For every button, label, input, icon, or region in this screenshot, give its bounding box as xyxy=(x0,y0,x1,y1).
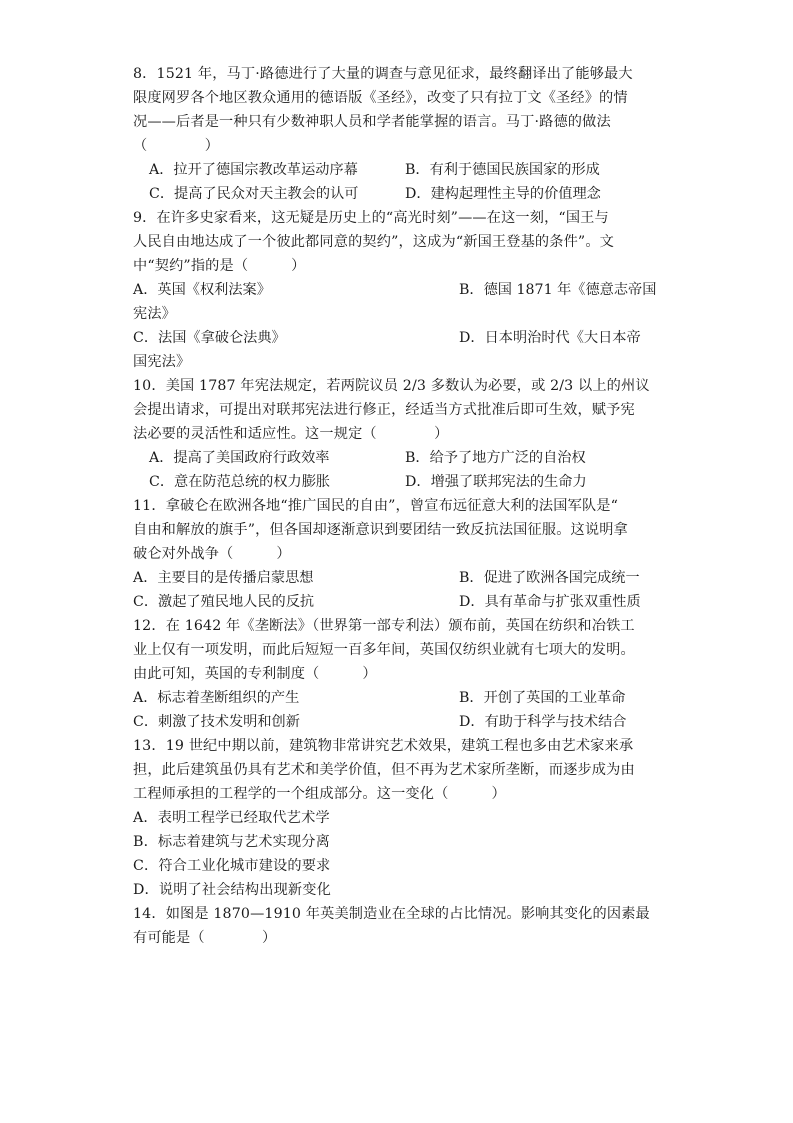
option-d: D．具有革命与扩张双重性质 xyxy=(459,594,641,610)
option-b: B．给予了地方广泛的自治权 xyxy=(405,450,586,466)
option-d: D．有助于科学与技术结合 xyxy=(459,714,627,730)
option-c: C．法国《拿破仑法典》 xyxy=(133,330,286,346)
document-page xyxy=(133,62,673,950)
option-c: C．刺激了技术发明和创新 xyxy=(133,714,300,730)
option-b-continued: 宪法》 xyxy=(133,306,177,322)
option-d: D．说明了社会结构出现新变化 xyxy=(133,882,331,898)
question-text-line: 会提出请求，可提出对联邦宪法进行修正，经适当方式批准后即可生效，赋予宪 xyxy=(133,402,635,418)
question-text-line: 11．拿破仑在欧洲各地“推广国民的自由”，曾宣布远征意大利的法国军队是“ xyxy=(133,498,619,514)
question-text-line: 12．在 1642 年《垄断法》（世界第一部专利法）颁布前，英国在纺织和冶铁工 xyxy=(133,618,635,634)
option-b: B．标志着建筑与艺术实现分离 xyxy=(133,834,330,850)
option-a: A．标志着垄断组织的产生 xyxy=(133,690,300,706)
question-12 xyxy=(133,614,673,734)
question-11 xyxy=(133,494,673,614)
question-text-line: 13．19 世纪中期以前，建筑物非常讲究艺术效果，建筑工程也多由艺术家来承 xyxy=(133,738,634,754)
question-text-line: 由此可知，英国的专利制度（ ） xyxy=(133,666,377,682)
question-text-line: 破仑对外战争（ ） xyxy=(133,546,291,562)
option-b: B．促进了欧洲各国完成统一 xyxy=(459,570,640,586)
question-text-line: 担，此后建筑虽仍具有艺术和美学价值，但不再为艺术家所垄断，而逐步成为由 xyxy=(133,762,635,778)
question-text-line: 10．美国 1787 年宪法规定，若两院议员 2/3 多数认为必要，或 2/3 以上的州议 xyxy=(133,378,650,394)
question-text-line: 人民自由地达成了一个彼此都同意的契约”，这成为“新国王登基的条件”。文 xyxy=(133,234,615,250)
question-text-line: 中“契约”指的是（ ） xyxy=(133,258,306,274)
options-row xyxy=(133,566,673,590)
options-row xyxy=(133,278,673,302)
options-row xyxy=(133,326,673,350)
option-c: C．激起了殖民地人民的反抗 xyxy=(133,594,315,610)
option-a: A．表明工程学已经取代艺术学 xyxy=(133,810,330,826)
option-d: D．日本明治时代《大日本帝 xyxy=(459,330,641,346)
answer-blank: （ ） xyxy=(133,138,220,154)
option-b: B．德国 1871 年《德意志帝国 xyxy=(459,282,657,298)
question-text-line: 况——后者是一种只有少数神职人员和学者能掌握的语言。马丁·路德的做法 xyxy=(133,114,611,130)
question-13 xyxy=(133,734,673,902)
question-text-line: 限度网罗各个地区教众通用的德语版《圣经》，改变了只有拉丁文《圣经》的情 xyxy=(133,90,628,106)
question-text-line: 有可能是（ ） xyxy=(133,930,277,946)
option-c: C．符合工业化城市建设的要求 xyxy=(133,858,331,874)
question-text-line: 14．如图是 1870—1910 年英美制造业在全球的占比情况。影响其变化的因素最 xyxy=(133,906,650,922)
option-a: A．英国《权利法案》 xyxy=(133,282,271,298)
option-a: A．拉开了德国宗教改革运动序幕 xyxy=(149,162,358,178)
options-row xyxy=(133,182,673,206)
option-d-continued: 国宪法》 xyxy=(133,354,191,370)
question-text-line: 自由和解放的旗手”，但各国却逐渐意识到要团结一致反抗法国征服。这说明拿 xyxy=(133,522,628,538)
question-10 xyxy=(133,374,673,494)
question-text-line: 法必要的灵活性和适应性。这一规定（ ） xyxy=(133,426,449,442)
question-14 xyxy=(133,902,673,950)
question-text-line: 工程师承担的工程学的一个组成部分。这一变化（ ） xyxy=(133,786,506,802)
options-row xyxy=(133,446,673,470)
option-d: D．建构起理性主导的价值理念 xyxy=(405,186,601,202)
options-row xyxy=(133,710,673,734)
option-b: B．有利于德国民族国家的形成 xyxy=(405,162,600,178)
question-8 xyxy=(133,62,673,206)
option-d: D．增强了联邦宪法的生命力 xyxy=(405,474,587,490)
options-row xyxy=(133,158,673,182)
option-a: A．提高了美国政府行政效率 xyxy=(149,450,330,466)
question-text-line: 9．在许多史家看来，这无疑是历史上的“高光时刻”——在这一刻，“国王与 xyxy=(133,210,609,226)
question-text-line: 8．1521 年，马丁·路德进行了大量的调查与意见征求，最终翻译出了能够最大 xyxy=(133,66,633,82)
option-b: B．开创了英国的工业革命 xyxy=(459,690,626,706)
question-text-line: 业上仅有一项发明，而此后短短一百多年间，英国仅纺织业就有七项大的发明。 xyxy=(133,642,635,658)
options-row xyxy=(133,470,673,494)
option-a: A．主要目的是传播启蒙思想 xyxy=(133,570,314,586)
options-row xyxy=(133,686,673,710)
options-row xyxy=(133,590,673,614)
option-c: C．提高了民众对天主教会的认可 xyxy=(149,186,359,202)
option-c: C．意在防范总统的权力膨胀 xyxy=(149,474,331,490)
question-9 xyxy=(133,206,673,374)
